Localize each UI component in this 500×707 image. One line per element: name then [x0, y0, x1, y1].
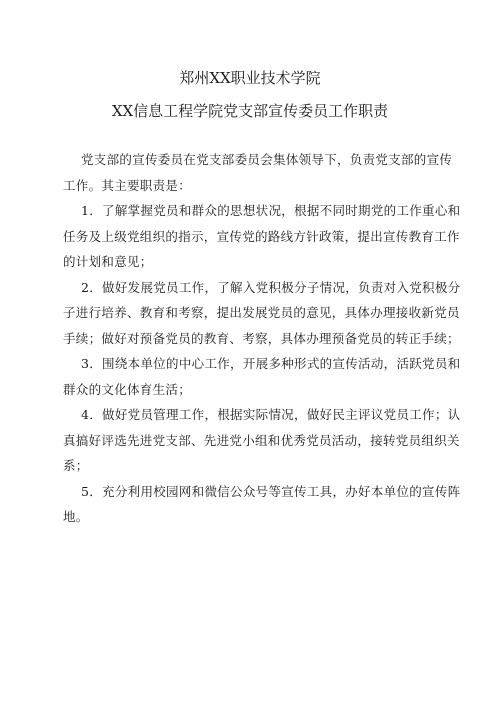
duty-item-1: 1．了解掌握党员和群众的思想状况，根据不同时期党的工作重心和任务及上级党组织的指示，宣传党的路线方针政策，提出宣传教育工作的计划和意见；: [63, 203, 461, 269]
document-title-institution: 郑州XX职业技术学院: [179, 69, 321, 87]
duty-item-4: 4．做好党员管理工作，根据实际情况，做好民主评议党员工作；认真搞好评选先进党支部、先进党小组和优秀党员活动，接转党员组织关系；: [63, 407, 461, 473]
duty-item-3: 3．围绕本单位的中心工作，开展多种形式的宣传活动，活跃党员和群众的文化体育生活；: [63, 356, 461, 397]
document-title: XX信息工程学院党支部宣传委员工作职责: [111, 102, 389, 120]
duty-item-5: 5．充分利用校园网和微信公众号等宣传工具，办好本单位的宣传阵地。: [63, 483, 461, 524]
intro-paragraph: 党支部的宣传委员在党支部委员会集体领导下，负责党支部的宣传工作。其主要职责是：: [63, 152, 453, 193]
document-body: [63, 147, 463, 530]
duty-item-2: 2．做好发展党员工作，了解入党积极分子情况，负责对入党积极分子进行培养、教育和考察，提出发展党员的意见，具体办理接收新党员手续；做好对预备党员的教育、考察，具体办理预备党员的转正手续；: [63, 279, 461, 346]
